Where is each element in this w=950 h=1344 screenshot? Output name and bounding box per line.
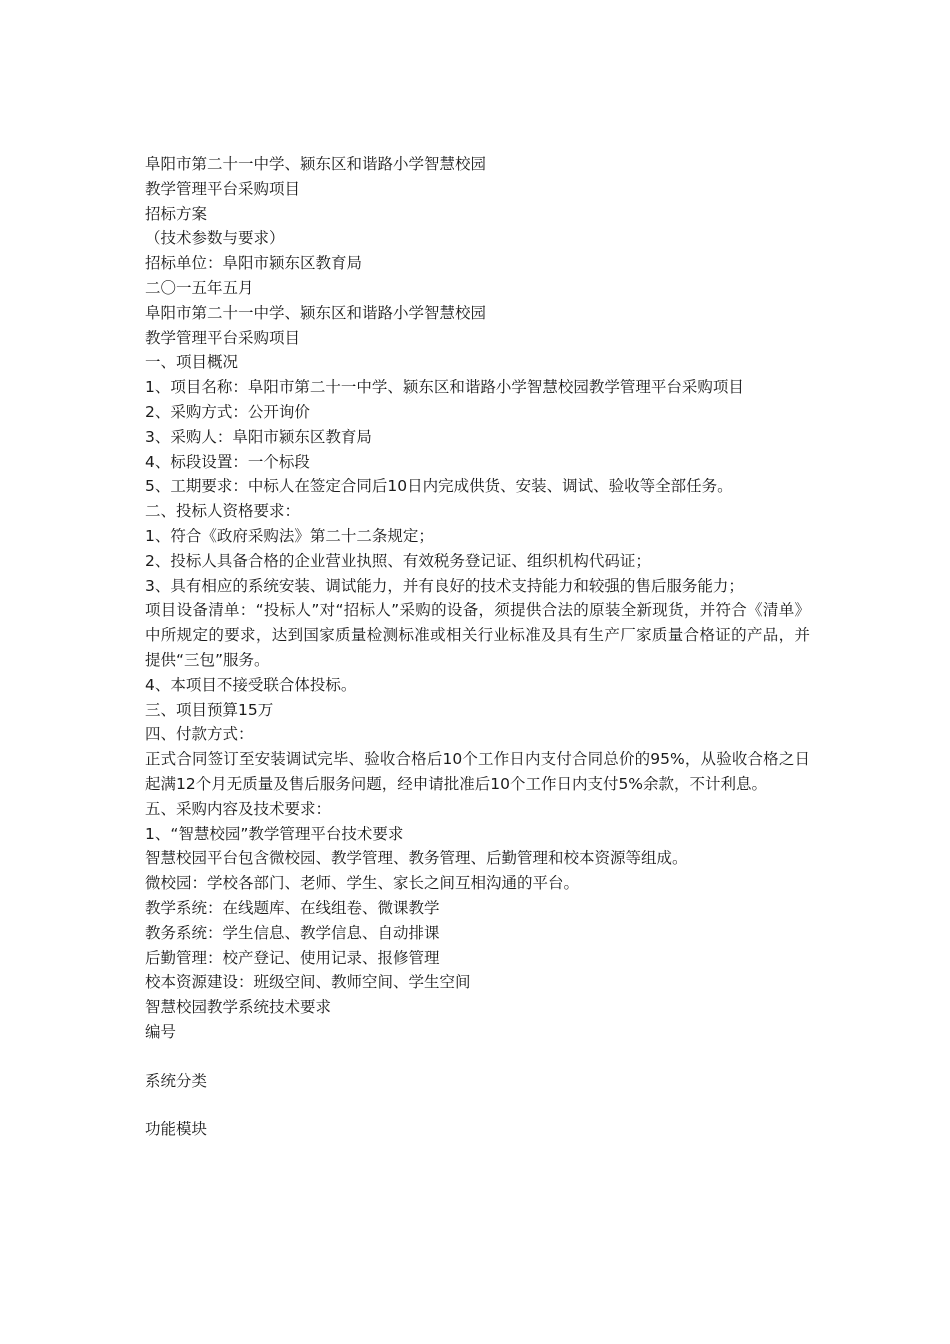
spacer <box>145 1093 815 1117</box>
payment-paragraph: 正式合同签订至安装调试完毕、验收合格后10个工作日内支付合同总价的95%，从验收合格之日起满12个月无质量及售后服务问题，经申请批准后10个工作日内支付5%余款，不计利息。 <box>145 750 810 793</box>
tech-requirements-heading: 智慧校园教学系统技术要求 <box>145 998 332 1017</box>
item-platform-requirements: 1、“智慧校园”教学管理平台技术要求 <box>145 824 404 843</box>
document-body <box>145 152 815 1142</box>
section-heading-content: 五、采购内容及技术要求： <box>145 799 332 818</box>
micro-campus-desc: 微校园：学校各部门、老师、学生、家长之间互相沟通的平台。 <box>145 874 580 893</box>
item-qualification-1: 1、符合《政府采购法》第二十二条规定； <box>145 526 434 545</box>
section-heading-budget: 三、项目预算15万 <box>145 700 274 719</box>
title-repeat-line-2: 教学管理平台采购项目 <box>145 328 301 347</box>
item-lot-setting: 4、标段设置：一个标段 <box>145 452 310 471</box>
item-project-name: 1、项目名称：阜阳市第二十一中学、颍东区和谐路小学智慧校园教学管理平台采购项目 <box>145 378 744 397</box>
table-header-category: 系统分类 <box>145 1071 208 1090</box>
tender-unit: 招标单位：阜阳市颍东区教育局 <box>145 254 363 273</box>
section-heading-overview: 一、项目概况 <box>145 353 239 372</box>
item-qualification-2: 2、投标人具备合格的企业营业执照、有效税务登记证、组织机构代码证； <box>145 551 651 570</box>
section-heading-qualification: 二、投标人资格要求： <box>145 502 301 521</box>
title-line-2: 教学管理平台采购项目 <box>145 179 301 198</box>
academic-system-desc: 教务系统：学生信息、教学信息、自动排课 <box>145 923 440 942</box>
resources-desc: 校本资源建设：班级空间、教师空间、学生空间 <box>145 973 471 992</box>
section-heading-payment: 四、付款方式： <box>145 725 254 744</box>
doc-date: 二〇一五年五月 <box>145 278 254 297</box>
title-line-1: 阜阳市第二十一中学、颍东区和谐路小学智慧校园 <box>145 155 487 173</box>
title-repeat-line-1: 阜阳市第二十一中学、颍东区和谐路小学智慧校园 <box>145 303 487 322</box>
teaching-system-desc: 教学系统：在线题库、在线组卷、微课教学 <box>145 898 440 917</box>
table-header-module: 功能模块 <box>145 1120 208 1139</box>
doc-type: 招标方案 <box>145 204 208 223</box>
spacer <box>145 1045 815 1069</box>
item-schedule: 5、工期要求：中标人在签定合同后10日内完成供货、安装、调试、验收等全部任务。 <box>145 477 733 496</box>
item-qualification-3: 3、具有相应的系统安装、调试能力，并有良好的技术支持能力和较强的售后服务能力； <box>145 576 744 595</box>
logistics-desc: 后勤管理：校产登记、使用记录、报修管理 <box>145 948 440 967</box>
table-header-number: 编号 <box>145 1022 177 1041</box>
item-procurement-method: 2、采购方式：公开询价 <box>145 402 310 421</box>
item-qualification-4: 4、本项目不接受联合体投标。 <box>145 675 357 694</box>
item-purchaser: 3、采购人：阜阳市颍东区教育局 <box>145 427 372 446</box>
doc-subtitle: （技术参数与要求） <box>145 229 285 248</box>
equipment-list-paragraph: 项目设备清单：“投标人”对“招标人”采购的设备，须提供合法的原装全新现货，并符合《清单》中所规定的要求，达到国家质量检测标准或相关行业标准及具有生产厂家质量合格证的产品，并提供“三包”服务。 <box>145 601 810 669</box>
platform-composition: 智慧校园平台包含微校园、教学管理、教务管理、后勤管理和校本资源等组成。 <box>145 849 688 868</box>
